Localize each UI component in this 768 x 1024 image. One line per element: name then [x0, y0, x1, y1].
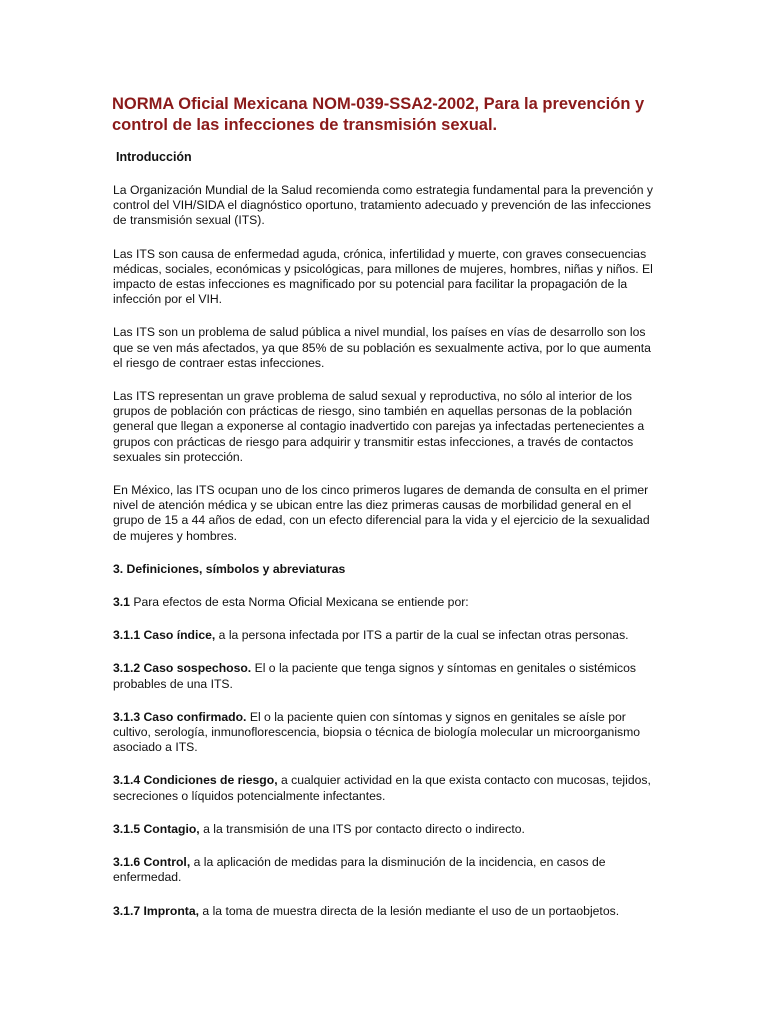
definition-number: 3.1 — [113, 595, 130, 610]
paragraph-2: Las ITS son causa de enfermedad aguda, crónica, infertilidad y muerte, con graves consecuencias médicas, sociales, económicas y psicológicas, para millones de mujeres, hombres, niñas y niños. El impacto de estas infecciones es magnificado por su potencial para facilitar la propagación de la infección por el VIH. — [113, 246, 653, 307]
definition-text: a cualquier actividad en la que exista contacto con mucosas, tejidos, secreciones o líquidos potencialmente infectantes. — [113, 773, 651, 803]
definition-3-1-5 — [113, 822, 661, 837]
document-body — [113, 183, 661, 937]
definition-text: El o la paciente quien con síntomas y signos en genitales se aísle por cultivo, serología, inmunoflorescencia, biopsia o técnica de biología molecular un microorganismo asociado a ITS. — [113, 709, 641, 755]
definition-term: Caso confirmado. — [143, 709, 247, 724]
section-heading: 3. Definiciones, símbolos y abreviaturas — [113, 561, 346, 576]
document-title: NORMA Oficial Mexicana NOM-039-SSA2-2002, Para la prevención y control de las infecciones de transmisión sexual. — [112, 95, 645, 134]
definition-number: 3.1.5 — [113, 821, 141, 836]
definition-number: 3.1.2 — [113, 661, 141, 676]
definition-term: Control, — [143, 855, 191, 870]
paragraph-1: La Organización Mundial de la Salud recomienda como estrategia fundamental para la prevención y control del VIH/SIDA el diagnóstico oportuno, tratamiento adecuado y prevención de las infecciones de transmisión sexual (ITS). — [113, 183, 653, 228]
definition-number: 3.1.4 — [113, 773, 141, 788]
definition-3-1-7 — [113, 904, 661, 919]
definition-3-1-6 — [113, 855, 661, 885]
definition-term: Caso sospechoso. — [143, 661, 252, 676]
definition-number: 3.1.1 — [113, 628, 141, 643]
definition-number: 3.1.6 — [113, 855, 141, 870]
definition-number: 3.1.7 — [113, 903, 141, 918]
definition-3-1-3 — [113, 710, 661, 756]
definition-text: Para efectos de esta Norma Oficial Mexicana se entiende por: — [129, 595, 469, 610]
definition-text: El o la paciente que tenga signos y síntomas en genitales o sistémicos probables de una ITS. — [113, 661, 637, 691]
definition-3-1 — [113, 595, 661, 610]
definition-term: Caso índice, — [143, 628, 216, 643]
definition-term: Contagio, — [143, 821, 200, 836]
definition-text: a la persona infectada por ITS a partir de la cual se infectan otras personas. — [215, 628, 629, 643]
definition-number: 3.1.3 — [113, 709, 141, 724]
paragraph-3: Las ITS son un problema de salud pública a nivel mundial, los países en vías de desarrollo son los que se ven más afectados, ya que 85% de su población es sexualmente activa, por lo que aumenta el riesgo de contraer estas infecciones. — [113, 325, 651, 370]
definition-text: a la transmisión de una ITS por contacto directo o indirecto. — [199, 821, 525, 836]
definition-text: a la aplicación de medidas para la disminución de la incidencia, en casos de enfermedad. — [113, 855, 606, 885]
definition-term: Condiciones de riesgo, — [143, 773, 278, 788]
definition-3-1-1 — [113, 628, 661, 643]
intro-heading: Introducción — [116, 150, 192, 164]
definition-3-1-4 — [113, 773, 661, 803]
paragraph-4: Las ITS representan un grave problema de salud sexual y reproductiva, no sólo al interior de los grupos de población con prácticas de riesgo, sino también en aquellas personas de la población general que llegan a exponerse al contagio inadvertido con parejas ya infectadas pertenecientes a grupos con prácticas de riesgo para adquirir y transmitir estas infecciones, a través de contactos sexuales sin protección. — [113, 389, 645, 464]
definition-text: a la toma de muestra directa de la lesión mediante el uso de un portaobjetos. — [199, 903, 620, 918]
definition-term: Impronta, — [143, 903, 200, 918]
paragraph-5: En México, las ITS ocupan uno de los cinco primeros lugares de demanda de consulta en el primer nivel de atención médica y se ubican entre las diez primeras causas de morbilidad general en el grupo de 15 a 44 años de edad, con un efecto diferencial para la vida y el ejercicio de la sexualidad de mujeres y hombres. — [113, 483, 650, 543]
definition-3-1-2 — [113, 661, 661, 691]
